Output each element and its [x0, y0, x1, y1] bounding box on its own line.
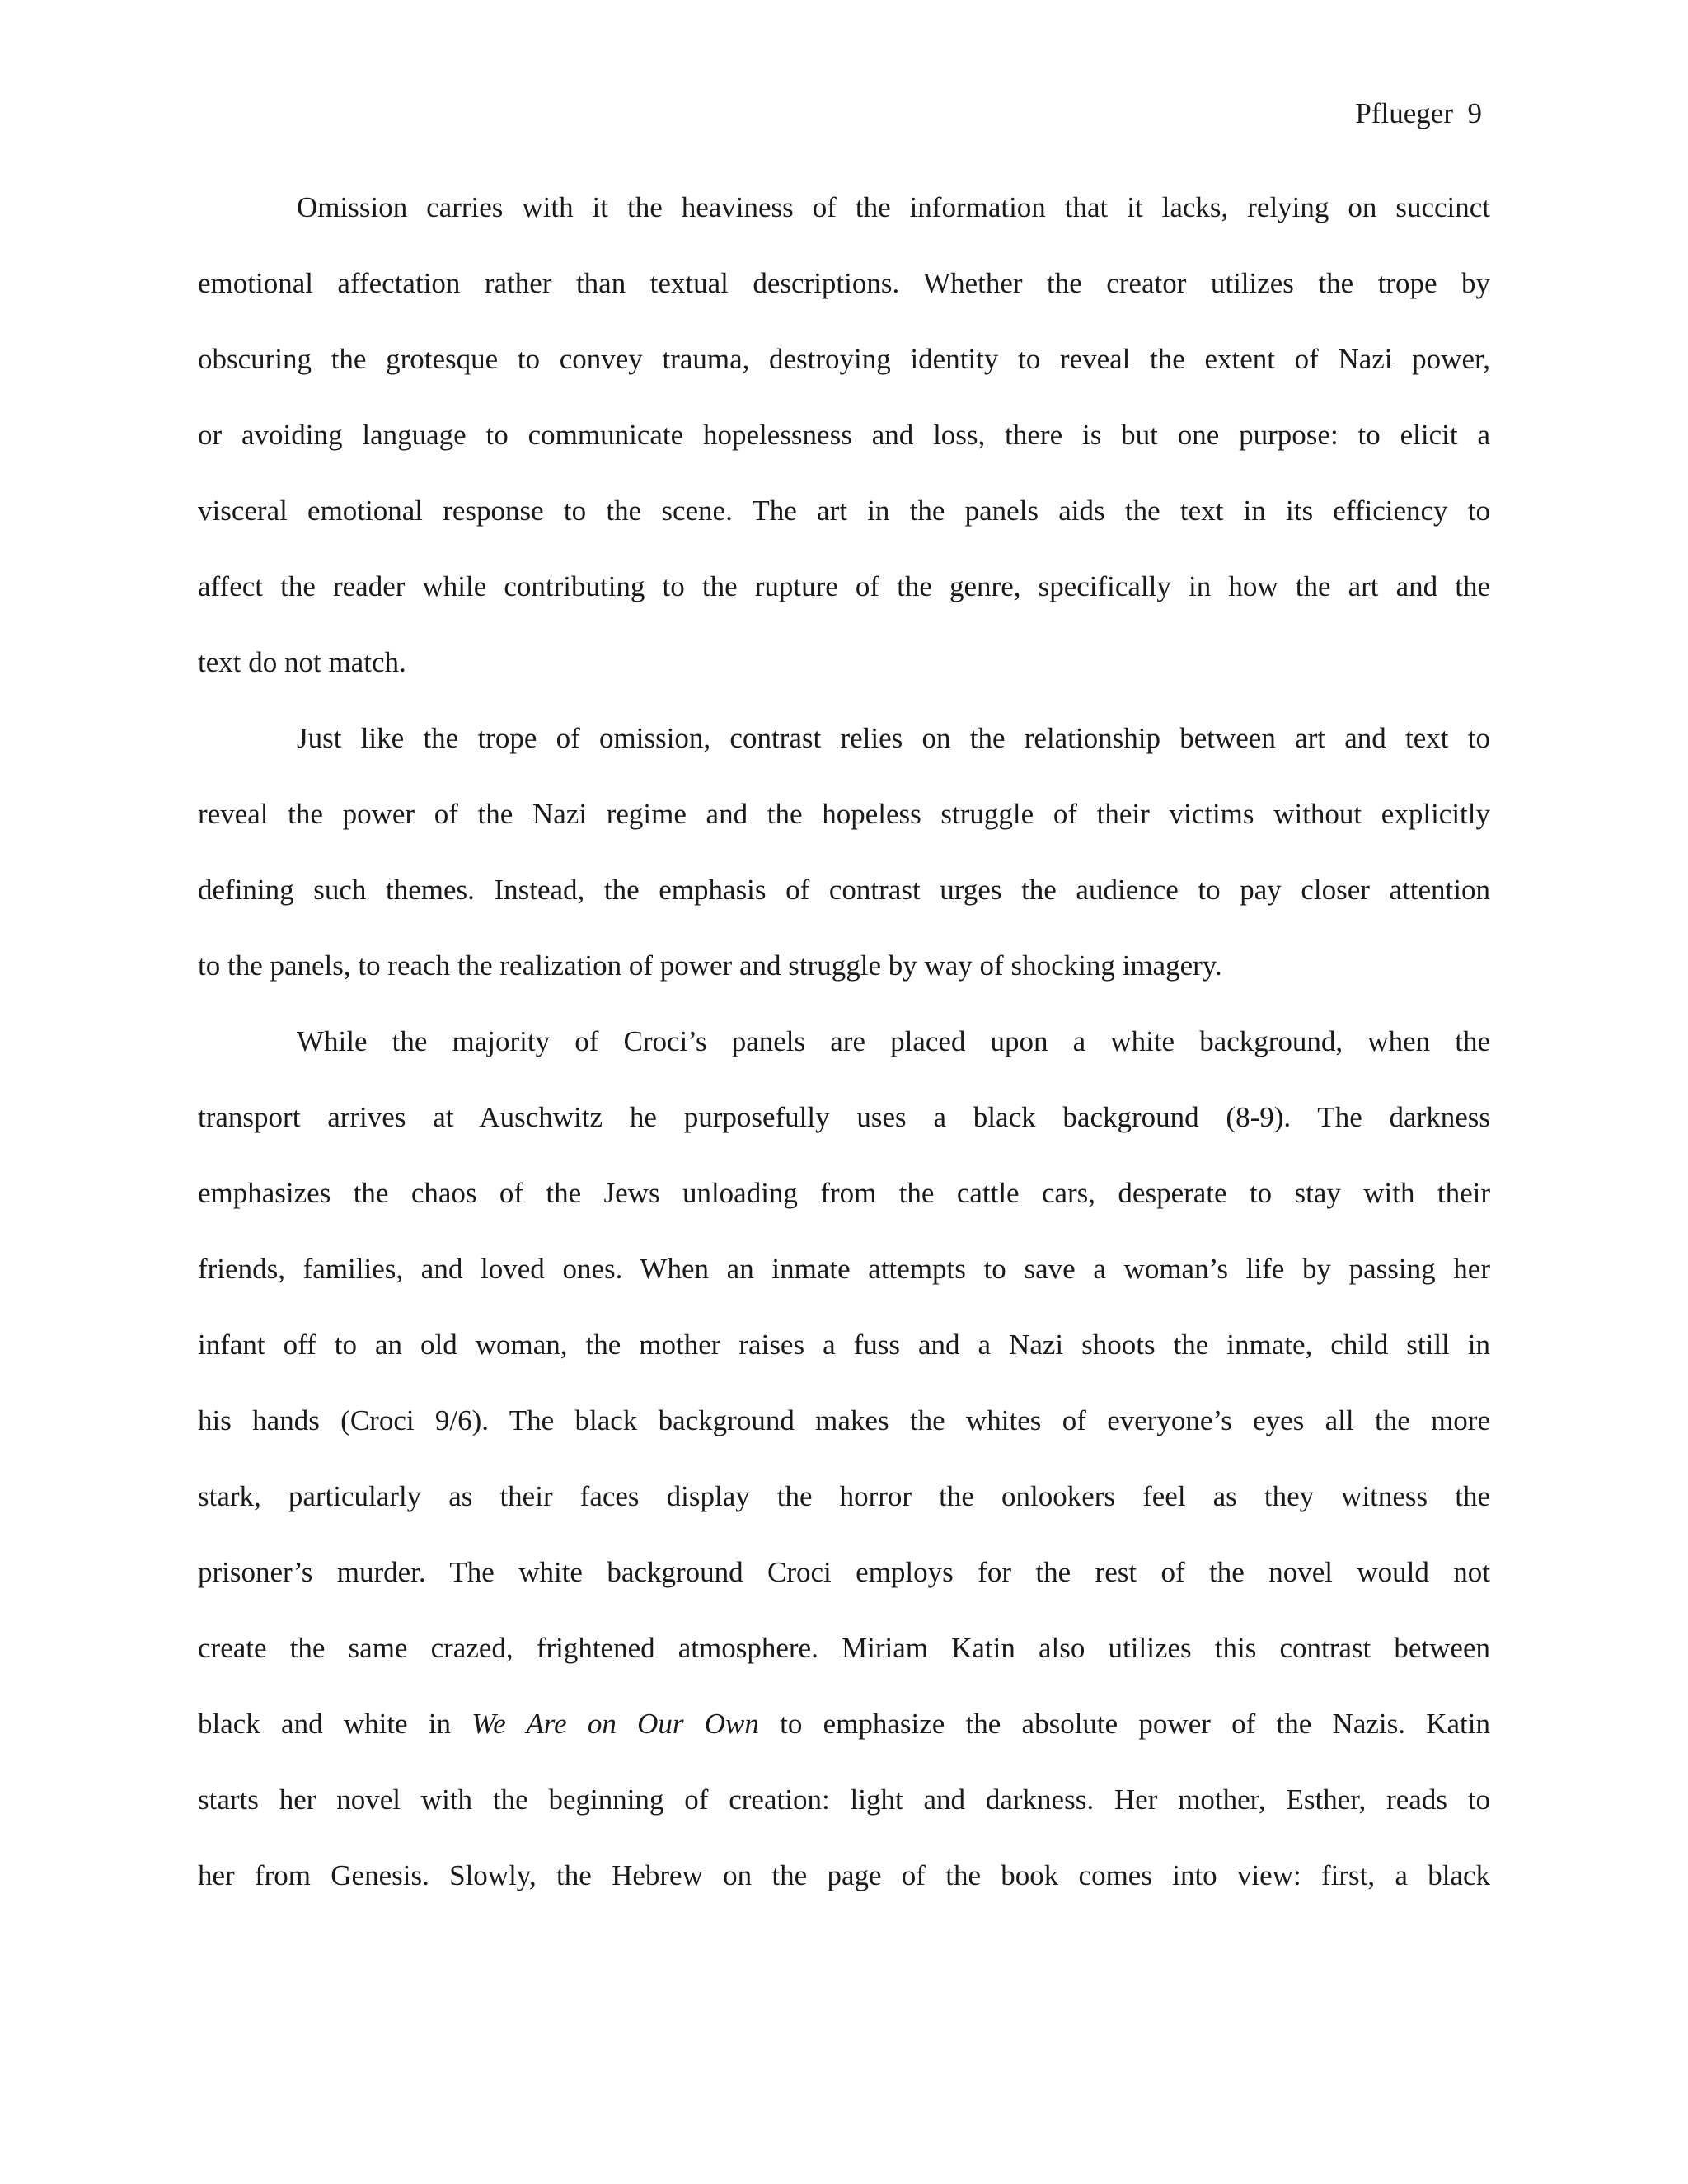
text-line: prisoner’s murder. The white background Croci employs for the rest of the novel would not	[198, 1556, 1490, 1588]
book-title: We Are on Our Own	[471, 1708, 759, 1740]
text-line: infant off to an old woman, the mother raises a fuss and a Nazi shoots the inmate, child still in	[198, 1329, 1490, 1361]
text-line: her from Genesis. Slowly, the Hebrew on the page of the book comes into view: first, a black	[198, 1859, 1490, 1891]
text-line: Omission carries with it the heaviness of the information that it lacks, relying on succinct	[297, 191, 1490, 223]
text-line-with-title	[198, 1708, 1490, 1783]
text-line: affect the reader while contributing to the rupture of the genre, specifically in how the art and the	[198, 570, 1490, 602]
text-line: stark, particularly as their faces display the horror the onlookers feel as they witness the	[198, 1480, 1490, 1512]
text-line: reveal the power of the Nazi regime and the hopeless struggle of their victims without explicitly	[198, 798, 1490, 830]
text-line: his hands (Croci 9/6). The black background makes the whites of everyone’s eyes all the more	[198, 1404, 1490, 1436]
text-line: to the panels, to reach the realization of power and struggle by way of shocking imagery.	[198, 949, 1222, 982]
text-segment: to emphasize the absolute power of the Nazis. Katin	[758, 1708, 1490, 1740]
text-segment: black and white in	[198, 1708, 472, 1740]
text-line: friends, families, and loved ones. When an inmate attempts to save a woman’s life by passing her	[198, 1253, 1490, 1285]
running-head: Pflueger 9	[1355, 97, 1482, 129]
text-line: Just like the trope of omission, contrast relies on the relationship between art and text to	[297, 722, 1490, 754]
text-line: emphasizes the chaos of the Jews unloading from the cattle cars, desperate to stay with their	[198, 1177, 1490, 1209]
text-line: text do not match.	[198, 646, 406, 678]
text-line: While the majority of Croci’s panels are placed upon a white background, when the	[297, 1025, 1490, 1057]
text-line: obscuring the grotesque to convey trauma, destroying identity to reveal the extent of Nazi power,	[198, 343, 1490, 375]
body-text	[198, 191, 1490, 1935]
text-line: emotional affectation rather than textual descriptions. Whether the creator utilizes the trope by	[198, 267, 1490, 299]
text-line: or avoiding language to communicate hopelessness and loss, there is but one purpose: to elicit a	[198, 419, 1490, 451]
text-line: transport arrives at Auschwitz he purposefully uses a black background (8-9). The darkness	[198, 1101, 1490, 1133]
text-line: create the same crazed, frightened atmosphere. Miriam Katin also utilizes this contrast between	[198, 1632, 1490, 1664]
text-line: starts her novel with the beginning of creation: light and darkness. Her mother, Esther, reads to	[198, 1783, 1490, 1816]
text-line: defining such themes. Instead, the emphasis of contrast urges the audience to pay closer attention	[198, 874, 1490, 906]
text-line: visceral emotional response to the scene. The art in the panels aids the text in its efficiency to	[198, 494, 1490, 527]
